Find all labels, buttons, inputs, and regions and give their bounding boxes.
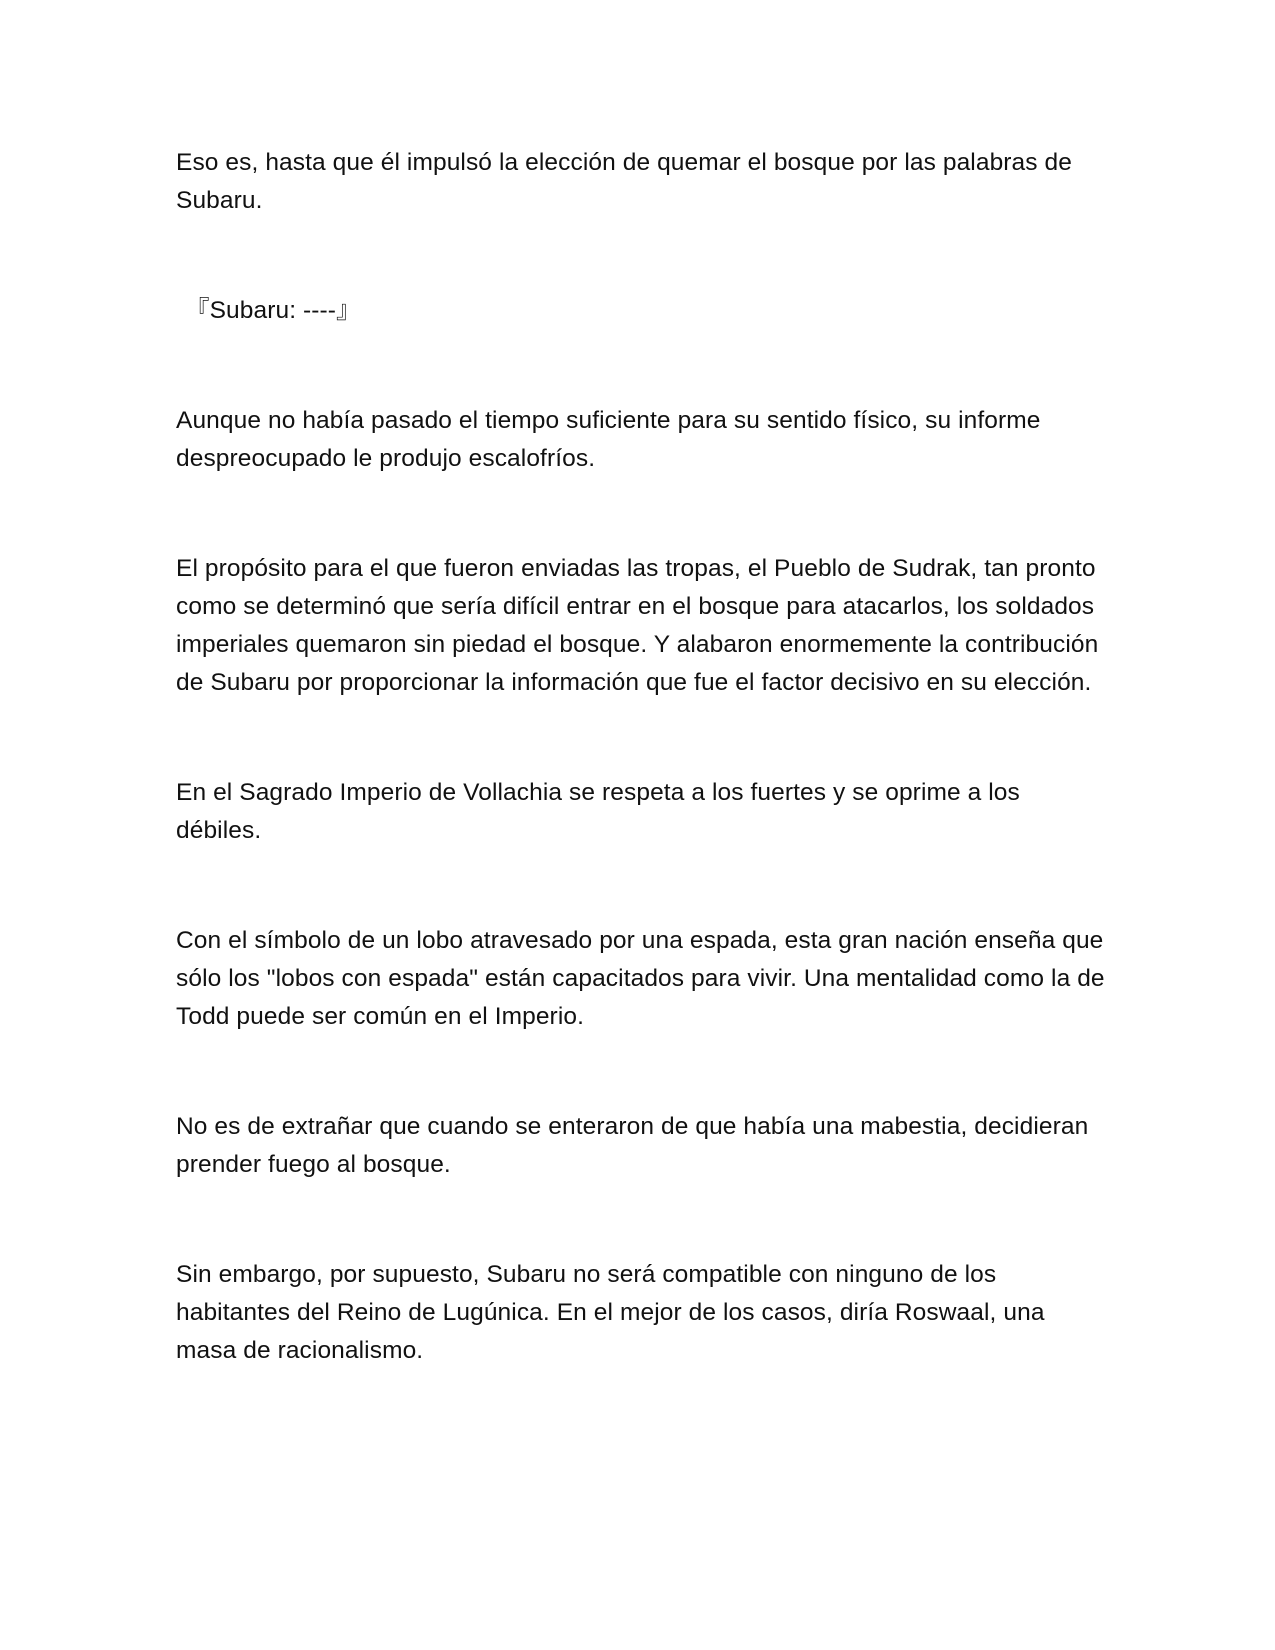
paragraph: Eso es, hasta que él impulsó la elección de quemar el bosque por las palabras de Subaru. [176, 149, 1072, 214]
paragraph: No es de extrañar que cuando se enteraron de que había una mabestia, decidieran prender fuego al bosque. [176, 1113, 1089, 1178]
paragraph: En el Sagrado Imperio de Vollachia se respeta a los fuertes y se oprime a los débiles. [176, 779, 1020, 844]
paragraph: Sin embargo, por supuesto, Subaru no será compatible con ninguno de los habitantes del Reino de Lugúnica. En el mejor de los casos, diría Roswaal, una masa de racionalismo. [176, 1261, 1045, 1364]
paragraph: Aunque no había pasado el tiempo suficiente para su sentido físico, su informe despreocupado le produjo escalofríos. [176, 407, 1041, 472]
paragraph: Con el símbolo de un lobo atravesado por una espada, esta gran nación enseña que sólo los "lobos con espada" están capacitados para vivir. Una mentalidad como la de Todd puede ser común en el Imperio. [176, 927, 1105, 1030]
dialogue-line: 『Subaru: ----』 [185, 297, 361, 324]
paragraph: El propósito para el que fueron enviadas las tropas, el Pueblo de Sudrak, tan pronto como se determinó que sería difícil entrar en el bosque para atacarlos, los soldados imperiales quemaron sin piedad el bosque. Y alabaron enormemente la contribución de Subaru por proporcionar la información que fue el factor decisivo en su elección. [176, 555, 1099, 696]
text-body [176, 144, 1106, 1442]
